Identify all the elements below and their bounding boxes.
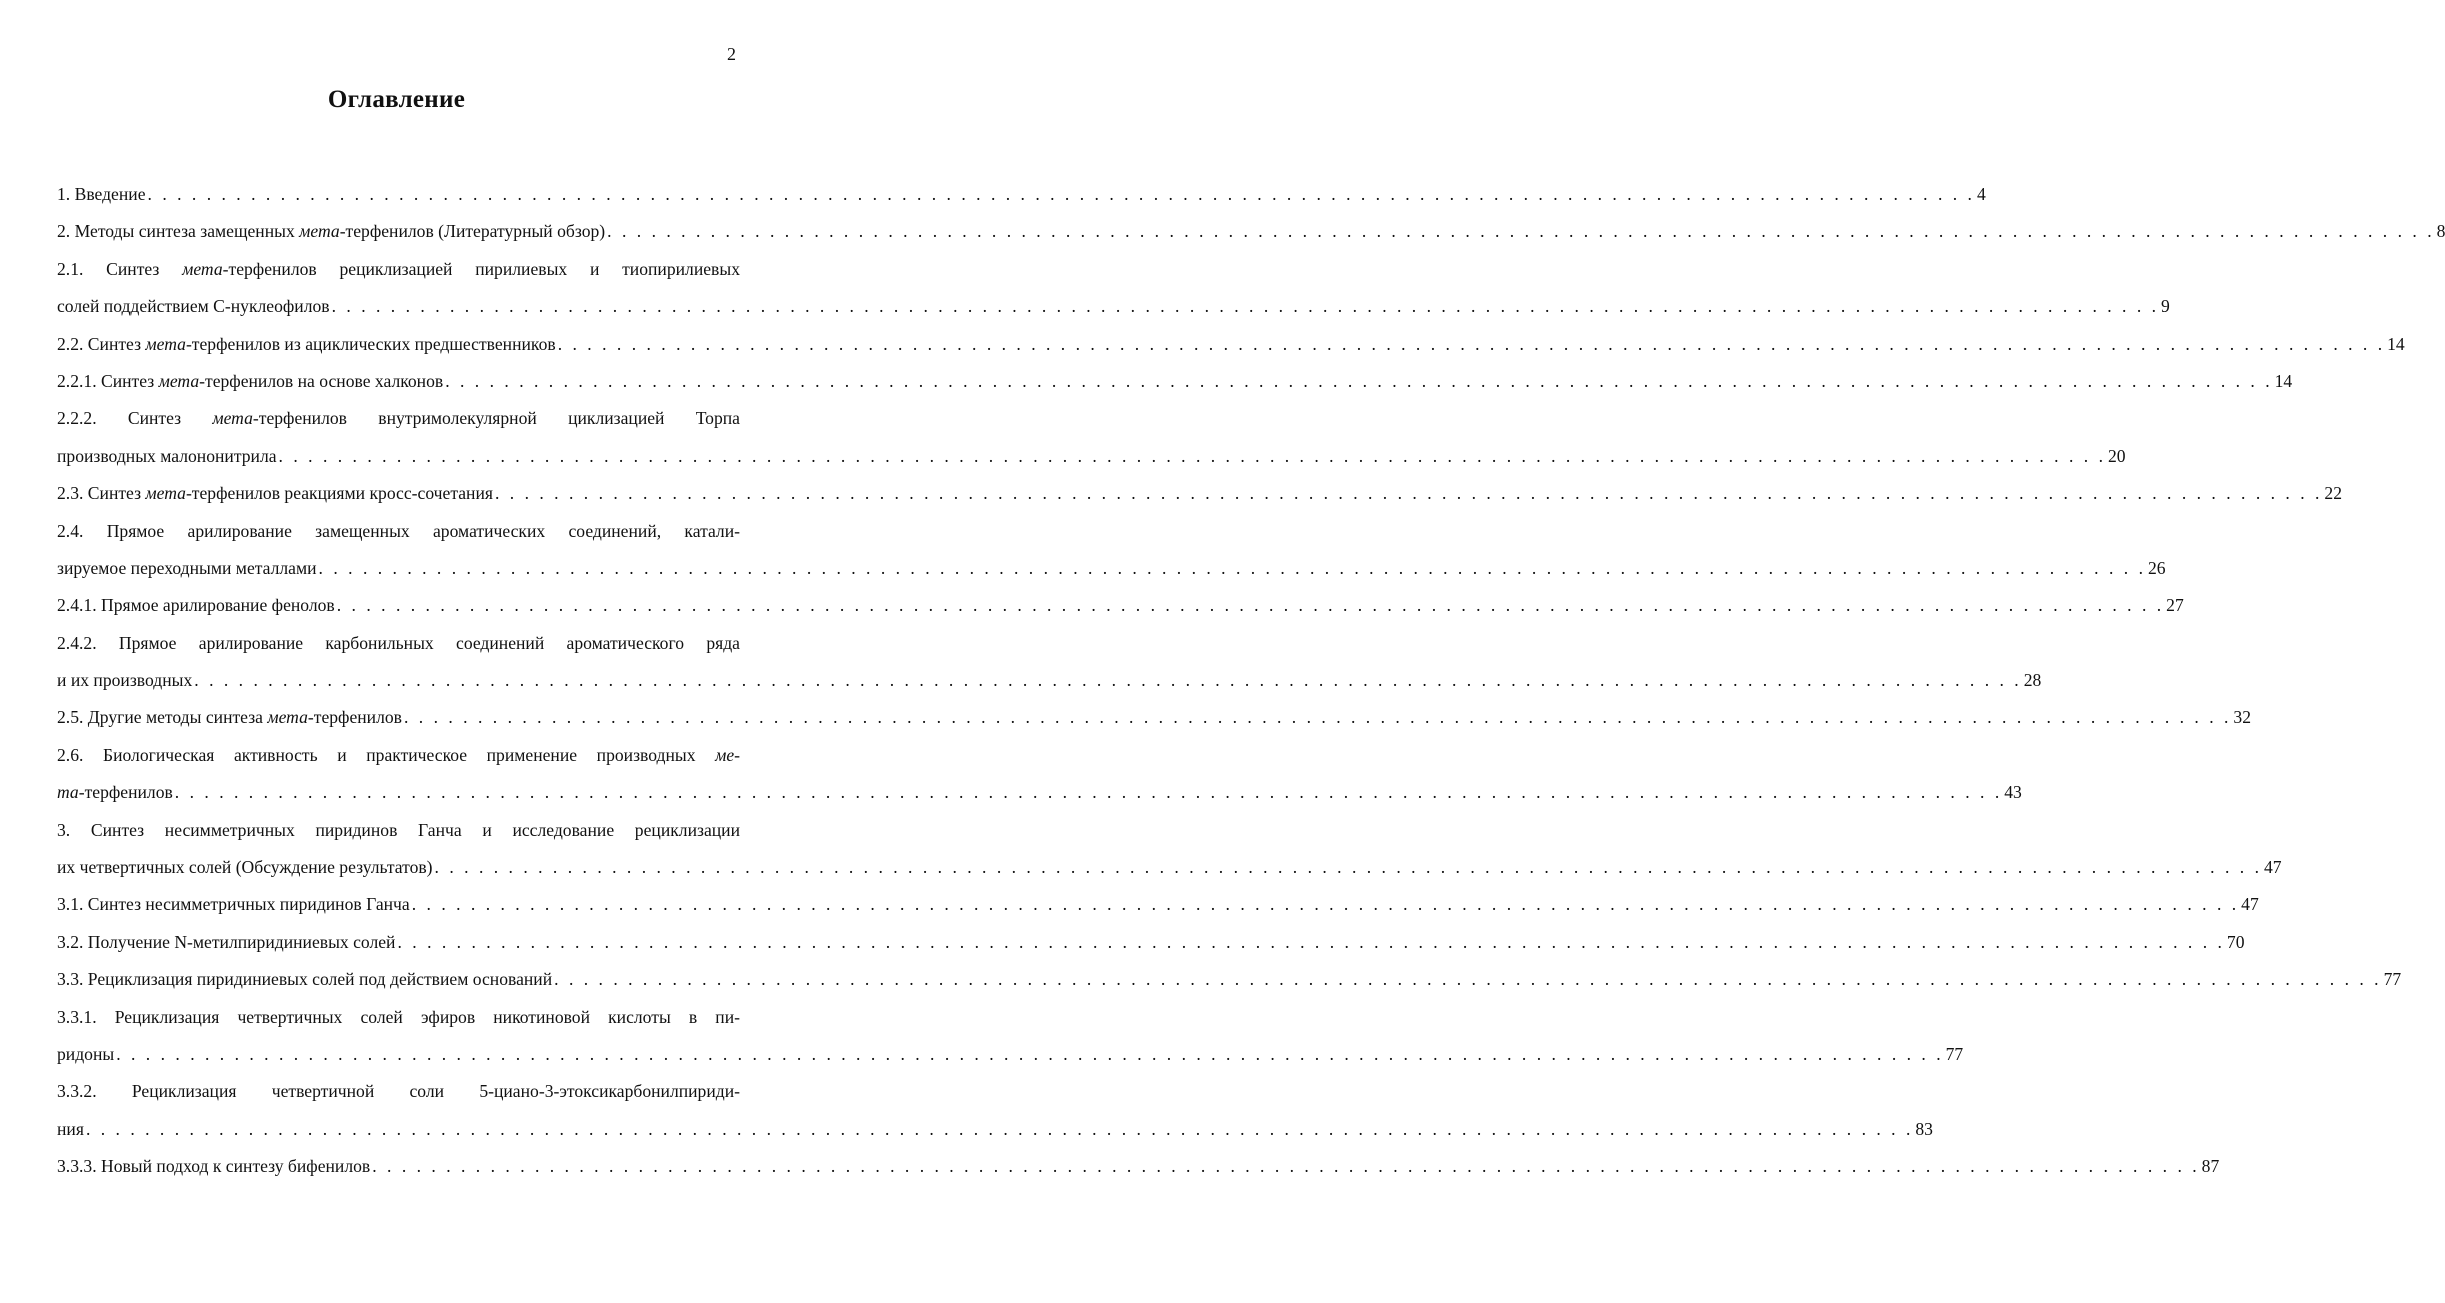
- toc-line: [57, 363, 2293, 400]
- entry-continuation-text: ридоны: [57, 1043, 115, 1064]
- toc-entry-3-1[interactable]: [57, 886, 2259, 923]
- toc-page-number: 32: [2233, 707, 2251, 728]
- entry-continuation-text: зируемое переходными металлами: [57, 557, 317, 578]
- toc-line: [57, 1148, 2220, 1185]
- toc-line: [57, 1073, 740, 1110]
- entry-text: 2.2. Синтез: [57, 333, 146, 354]
- entry-text: -терфенилов (Литературный обзор): [339, 221, 606, 242]
- leader-dots: . . . . . . . . . . . . . . . . . . . . . . . . . . . . . . . . . . . . . . . . . . . . . . . . . . . . . . . . . . . . . . . . . . . . . . . . . . . . . . . . . . . . . . . . . . . . . . . . . . . . . . . . . . . . . . . . . . . . . . . . . . . .: [147, 184, 1975, 204]
- entry-text: 3.3.3. Новый подход к синтезу бифенилов: [57, 1156, 371, 1177]
- toc-entry-2-4-1[interactable]: [57, 587, 2184, 624]
- toc-entry-2-2-1[interactable]: [57, 363, 2293, 400]
- entry-text: -терфенилов: [307, 707, 402, 728]
- entry-text: 2.4. Прямое арилирование замещенных ароматических соединений, катали-: [57, 520, 740, 541]
- leader-dots: . . . . . . . . . . . . . . . . . . . . . . . . . . . . . . . . . . . . . . . . . . . . . . . . . . . . . . . . . . . . . . . . . . . . . . . . . . . . . . . . . . . . . . . . . . . . . . . . . . . . . . . . . . . . . . . . . . . . . . . . . . . .: [372, 1156, 2200, 1177]
- leader-dots: . . . . . . . . . . . . . . . . . . . . . . . . . . . . . . . . . . . . . . . . . . . . . . . . . . . . . . . . . . . . . . . . . . . . . . . . . . . . . . . . . . . . . . . . . . . . . . . . . . . . . . . . . . . . . . . . . . . . . . . . . . . .: [557, 333, 2386, 354]
- leader-dots: . . . . . . . . . . . . . . . . . . . . . . . . . . . . . . . . . . . . . . . . . . . . . . . . . . . . . . . . . . . . . . . . . . . . . . . . . . . . . . . . . . . . . . . . . . . . . . . . . . . . . . . . . . . . . . . . . . . . . . . . . . . .: [397, 931, 2225, 952]
- entry-italic-text: мета: [267, 707, 308, 728]
- toc-page-number: 47: [2241, 894, 2259, 915]
- entry-text: 2.6. Биологическая активность и практическое применение производных: [57, 744, 716, 765]
- toc-line: [57, 999, 740, 1036]
- entry-text: -терфенилов из ациклических предшественников: [185, 333, 556, 354]
- toc-page-number: 20: [2107, 445, 2126, 466]
- entry-text: 2.2.1. Синтез: [57, 370, 159, 391]
- entry-text: 3.3. Рециклизация пиридиниевых солей под действием оснований: [57, 969, 553, 990]
- leader-dots: . . . . . . . . . . . . . . . . . . . . . . . . . . . . . . . . . . . . . . . . . . . . . . . . . . . . . . . . . . . . . . . . . . . . . . . . . . . . . . . . . . . . . . . . . . . . . . . . . . . . . . . . . . . . . . . . . . . . . . . . . . . .: [85, 1118, 1914, 1139]
- leader-dots: . . . . . . . . . . . . . . . . . . . . . . . . . . . . . . . . . . . . . . . . . . . . . . . . . . . . . . . . . . . . . . . . . . . . . . . . . . . . . . . . . . . . . . . . . . . . . . . . . . . . . . . . . . . . . . . . . . . . . . . . . . . .: [607, 221, 2435, 242]
- toc-page-number: 8: [2436, 221, 2445, 242]
- entry-italic-text: мета: [182, 258, 223, 279]
- leader-dots: . . . . . . . . . . . . . . . . . . . . . . . . . . . . . . . . . . . . . . . . . . . . . . . . . . . . . . . . . . . . . . . . . . . . . . . . . . . . . . . . . . . . . . . . . . . . . . . . . . . . . . . . . . . . . . . . . . . . . . . . . . . .: [331, 296, 2160, 317]
- toc-page-number: 27: [2166, 595, 2184, 616]
- entry-continuation-text: -терфенилов: [78, 782, 173, 803]
- toc-entry-2-5[interactable]: [57, 699, 2251, 736]
- leader-dots: . . . . . . . . . . . . . . . . . . . . . . . . . . . . . . . . . . . . . . . . . . . . . . . . . . . . . . . . . . . . . . . . . . . . . . . . . . . . . . . . . . . . . . . . . . . . . . . . . . . . . . . . . . . . . . . . . . . . . . . . . . . .: [336, 595, 2165, 616]
- entry-text: 2.4.2. Прямое арилирование карбонильных соединений ароматического ряда: [57, 632, 740, 653]
- leader-dots: . . . . . . . . . . . . . . . . . . . . . . . . . . . . . . . . . . . . . . . . . . . . . . . . . . . . . . . . . . . . . . . . . . . . . . . . . . . . . . . . . . . . . . . . . . . . . . . . . . . . . . . . . . . . . . . . . . . . . . . . . . . .: [494, 483, 2323, 504]
- entry-italic-text: мета: [158, 370, 200, 391]
- entry-text: 1. Введение: [57, 184, 146, 204]
- entry-italic-text: мета: [145, 483, 186, 504]
- leader-dots: . . . . . . . . . . . . . . . . . . . . . . . . . . . . . . . . . . . . . . . . . . . . . . . . . . . . . . . . . . . . . . . . . . . . . . . . . . . . . . . . . . . . . . . . . . . . . . . . . . . . . . . . . . . . . . . . . . . . . . . . . . . .: [445, 370, 2273, 391]
- toc-entry-3[interactable]: [57, 812, 2282, 887]
- table-of-contents: [57, 176, 2445, 1186]
- entry-text: -терфенилов рециклизацией пирилиевых и тиопирилиевых: [222, 258, 740, 279]
- leader-dots: . . . . . . . . . . . . . . . . . . . . . . . . . . . . . . . . . . . . . . . . . . . . . . . . . . . . . . . . . . . . . . . . . . . . . . . . . . . . . . . . . . . . . . . . . . . . . . . . . . . . . . . . . . . . . . . . . . . . . . . . . . . .: [174, 782, 2003, 803]
- entry-continuation-text: ния: [57, 1118, 84, 1139]
- entry-text: -терфенилов внутримолекулярной циклизацией Торпа: [252, 408, 740, 429]
- toc-page-number: 77: [1945, 1043, 1964, 1064]
- toc-line: [57, 288, 2170, 325]
- leader-dots: . . . . . . . . . . . . . . . . . . . . . . . . . . . . . . . . . . . . . . . . . . . . . . . . . . . . . . . . . . . . . . . . . . . . . . . . . . . . . . . . . . . . . . . . . . . . . . . . . . . . . . . . . . . . . . . . . . . . . . . . . . . .: [554, 969, 2382, 990]
- toc-page-number: 22: [2324, 483, 2342, 504]
- toc-page-number: 87: [2201, 1156, 2220, 1177]
- entry-italic-text: ме-: [715, 744, 740, 765]
- entry-text: 2.4.1. Прямое арилирование фенолов: [57, 595, 335, 616]
- toc-line: [57, 326, 2405, 363]
- toc-line: [57, 699, 2251, 736]
- toc-entry-2-3[interactable]: [57, 475, 2342, 512]
- leader-dots: . . . . . . . . . . . . . . . . . . . . . . . . . . . . . . . . . . . . . . . . . . . . . . . . . . . . . . . . . . . . . . . . . . . . . . . . . . . . . . . . . . . . . . . . . . . . . . . . . . . . . . . . . . . . . . . . . . . . . . . . . . . .: [318, 557, 2146, 578]
- toc-line: [57, 587, 2184, 624]
- toc-entry-2-4[interactable]: [57, 513, 2166, 588]
- page-number: 2: [727, 44, 736, 64]
- toc-line: [57, 886, 2259, 923]
- entry-continuation-text: их четвертичных солей (Обсуждение результатов): [57, 857, 433, 878]
- toc-entry-3-3-2[interactable]: [57, 1073, 1933, 1148]
- entry-text: 2.1. Синтез: [57, 258, 183, 279]
- toc-line: [57, 961, 2402, 998]
- toc-line: [57, 625, 740, 662]
- toc-entry-3-3-3[interactable]: [57, 1148, 2220, 1185]
- toc-page-number: 14: [2387, 333, 2405, 354]
- toc-entry-2-6[interactable]: [57, 737, 2022, 812]
- toc-entry-3-2[interactable]: [57, 924, 2245, 961]
- toc-entry-2-1[interactable]: [57, 251, 2170, 326]
- entry-text: 2.5. Другие методы синтеза: [57, 707, 268, 728]
- toc-line: [57, 213, 2445, 250]
- toc-title: Оглавление: [327, 86, 466, 113]
- toc-page-number: 26: [2147, 557, 2166, 578]
- toc-line: [57, 550, 2166, 587]
- entry-text: 3. Синтез несимметричных пиридинов Ганча и исследование рециклизации: [57, 819, 740, 840]
- toc-line: [57, 1036, 1964, 1073]
- toc-page-number: 28: [2023, 670, 2042, 691]
- entry-text: 3.3.2. Рециклизация четвертичной соли 5-циано-3-этоксикарбонилпириди-: [57, 1081, 740, 1102]
- entry-text: 3.3.1. Рециклизация четвертичных солей эфиров никотиновой кислоты в пи-: [57, 1006, 740, 1027]
- toc-line: [57, 251, 740, 288]
- toc-entry-3-3-1[interactable]: [57, 999, 1964, 1074]
- leader-dots: . . . . . . . . . . . . . . . . . . . . . . . . . . . . . . . . . . . . . . . . . . . . . . . . . . . . . . . . . . . . . . . . . . . . . . . . . . . . . . . . . . . . . . . . . . . . . . . . . . . . . . . . . . . . . . . . . . . . . . . . . . . .: [411, 894, 2240, 915]
- toc-line: [57, 924, 2245, 961]
- toc-entry-2-2[interactable]: [57, 326, 2405, 363]
- toc-page-number: 9: [2161, 296, 2170, 317]
- entry-continuation-text: солей поддействием С-нуклеофилов: [57, 296, 330, 317]
- toc-entry-2[interactable]: [57, 213, 2445, 250]
- toc-line: [57, 737, 740, 774]
- entry-italic-text: мета: [299, 221, 340, 242]
- toc-page-number: 70: [2226, 931, 2245, 952]
- toc-page-number: 4: [1976, 184, 1986, 204]
- entry-text: 2.2.2. Синтез: [57, 408, 213, 429]
- leader-dots: . . . . . . . . . . . . . . . . . . . . . . . . . . . . . . . . . . . . . . . . . . . . . . . . . . . . . . . . . . . . . . . . . . . . . . . . . . . . . . . . . . . . . . . . . . . . . . . . . . . . . . . . . . . . . . . . . . . . . . . . . . . .: [278, 445, 2106, 466]
- toc-line: [57, 1111, 1933, 1148]
- leader-dots: . . . . . . . . . . . . . . . . . . . . . . . . . . . . . . . . . . . . . . . . . . . . . . . . . . . . . . . . . . . . . . . . . . . . . . . . . . . . . . . . . . . . . . . . . . . . . . . . . . . . . . . . . . . . . . . . . . . . . . . . . . . .: [116, 1043, 1944, 1064]
- toc-page-number: 83: [1915, 1118, 1933, 1139]
- leader-dots: . . . . . . . . . . . . . . . . . . . . . . . . . . . . . . . . . . . . . . . . . . . . . . . . . . . . . . . . . . . . . . . . . . . . . . . . . . . . . . . . . . . . . . . . . . . . . . . . . . . . . . . . . . . . . . . . . . . . . . . . . . . .: [194, 670, 2022, 691]
- entry-text: -терфенилов на основе халконов: [199, 370, 444, 391]
- leader-dots: . . . . . . . . . . . . . . . . . . . . . . . . . . . . . . . . . . . . . . . . . . . . . . . . . . . . . . . . . . . . . . . . . . . . . . . . . . . . . . . . . . . . . . . . . . . . . . . . . . . . . . . . . . . . . . . . . . . . . . . . . . . .: [434, 857, 2262, 878]
- leader-dots: . . . . . . . . . . . . . . . . . . . . . . . . . . . . . . . . . . . . . . . . . . . . . . . . . . . . . . . . . . . . . . . . . . . . . . . . . . . . . . . . . . . . . . . . . . . . . . . . . . . . . . . . . . . . . . . . . . . . . . . . . . . .: [403, 707, 2232, 728]
- toc-entry-2-2-2[interactable]: [57, 400, 2126, 475]
- entry-continuation-text: производных малононитрила: [57, 445, 277, 466]
- toc-line: [57, 662, 2042, 699]
- toc-line: [57, 176, 1986, 213]
- entry-text: 2.3. Синтез: [57, 483, 146, 504]
- toc-line: [57, 513, 740, 550]
- toc-page-number: 77: [2383, 969, 2402, 990]
- entry-italic-text: мета: [212, 408, 253, 429]
- entry-text: 3.2. Получение N-метилпиридиниевых солей: [57, 931, 396, 952]
- toc-line: [57, 438, 2126, 475]
- toc-line: [57, 400, 740, 437]
- entry-text: 3.1. Синтез несимметричных пиридинов Ганча: [57, 894, 410, 915]
- toc-entry-2-4-2[interactable]: [57, 625, 2042, 700]
- toc-page-number: 43: [2004, 782, 2022, 803]
- toc-line: [57, 812, 740, 849]
- entry-italic-text: та: [57, 782, 79, 803]
- toc-line: [57, 475, 2342, 512]
- toc-line: [57, 774, 2022, 811]
- toc-entry-1[interactable]: [57, 176, 1986, 213]
- entry-text: -терфенилов реакциями кросс-сочетания: [185, 483, 493, 504]
- entry-continuation-text: и их производных: [57, 670, 193, 691]
- toc-page-number: 47: [2263, 857, 2282, 878]
- toc-line: [57, 849, 2282, 886]
- toc-page-number: 14: [2274, 370, 2293, 391]
- entry-text: 2. Методы синтеза замещенных: [57, 221, 300, 242]
- toc-entry-3-3[interactable]: [57, 961, 2402, 998]
- entry-italic-text: мета: [145, 333, 186, 354]
